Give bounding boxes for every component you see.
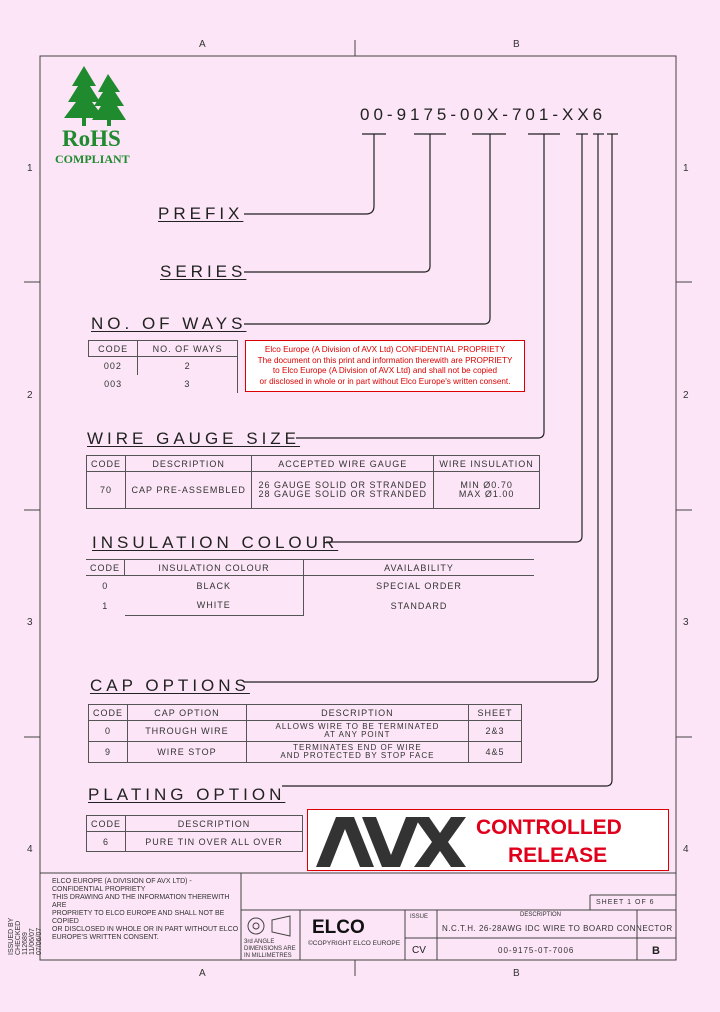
zone-left-1: 1 (27, 163, 33, 174)
confidential-line: The document on this print and information therewith are PROPRIETY (257, 355, 513, 365)
controlled-release-stamp (307, 809, 669, 871)
confidential-line: or disclosed in whole or in part without Elco Europe's written consent. (259, 376, 511, 386)
colour-cell: 0 (102, 580, 109, 591)
cap-cell-code: 9 (89, 742, 128, 763)
gauge-cell-insulation: MAX Ø1.00 (458, 489, 515, 499)
gauge-header-accepted: ACCEPTED WIRE GAUGE (252, 456, 434, 472)
sheet-number: SHEET 1 OF 6 (596, 899, 655, 906)
prefix-label: PREFIX (158, 204, 244, 223)
cap-header-description: DESCRIPTION (246, 705, 468, 721)
colour-cell: BLACK (125, 576, 304, 596)
cap-cell-description: TERMINATES END OF WIRE (293, 743, 422, 752)
issue-label: ISSUE (410, 914, 429, 920)
colour-cell: 1 (102, 600, 109, 611)
side-label: CHECKED (15, 920, 22, 955)
cap-cell-code: 0 (89, 721, 128, 742)
gauge-header-insulation: WIRE INSULATION (434, 456, 540, 472)
ways-cell: 002 (89, 357, 138, 375)
confidential-notice (245, 340, 525, 392)
zone-bottom-b: B (513, 968, 520, 979)
cap-cell-sheet: 4&5 (469, 742, 522, 763)
ways-header-code: CODE (89, 341, 138, 357)
drawing-title: N.C.T.H. 26-28AWG IDC WIRE TO BOARD CONNECTOR (442, 924, 673, 933)
zone-bottom-a: A (199, 968, 206, 979)
copyright-label: ©COPYRIGHT ELCO EUROPE (308, 940, 401, 947)
zone-right-4: 4 (683, 844, 689, 855)
cap-title: CAP OPTIONS (90, 676, 250, 695)
titleblock-note: OR DISCLOSED IN WHOLE OR IN PART WITHOUT ELCO (52, 926, 239, 933)
zone-left-3: 3 (27, 617, 33, 628)
ways-cell: 2 (138, 357, 238, 375)
gauge-table (86, 455, 540, 509)
zone-right-1: 1 (683, 163, 689, 174)
third-angle-projection-icon (246, 915, 296, 937)
colour-cell: SPECIAL ORDER (376, 580, 462, 591)
cap-cell-sheet: 2&3 (469, 721, 522, 742)
release-text: RELEASE (508, 844, 608, 867)
controlled-text: CONTROLLED (476, 816, 622, 839)
avx-logo (316, 815, 466, 867)
series-label: SERIES (160, 262, 247, 281)
gauge-header-code: CODE (87, 456, 126, 472)
zone-right-3: 3 (683, 617, 689, 628)
gauge-cell-description: CAP PRE-ASSEMBLED (126, 472, 252, 509)
titleblock-note: THIS DRAWING AND THE INFORMATION THEREWITH ARE (52, 894, 230, 909)
titleblock-side (8, 875, 43, 955)
colour-cell: WHITE (125, 596, 304, 616)
avx-brand-text: AVX (316, 815, 318, 816)
side-label: 07/06/07 (36, 927, 43, 955)
colour-header-code: CODE (86, 560, 125, 576)
colour-header-availability: AVAILABILITY (304, 560, 534, 576)
cap-cell-description: AND PROTECTED BY STOP FACE (280, 751, 435, 760)
zone-right-2: 2 (683, 390, 689, 401)
zone-top-b: B (513, 39, 520, 50)
gauge-title: WIRE GAUGE SIZE (87, 429, 301, 448)
elco-logo: ELCO (312, 917, 365, 938)
gauge-header-description: DESCRIPTION (126, 456, 252, 472)
revision-label: B (652, 945, 660, 957)
side-label: 112689 (22, 932, 29, 955)
rohs-title: RoHS (62, 126, 121, 151)
gauge-cell-code: 70 (87, 472, 126, 509)
cap-table (88, 704, 522, 763)
titleblock-note: ELCO EUROPE (A DIVISION OF AVX LTD) - CONFIDENTIAL PROPRIETY (52, 878, 192, 893)
cap-header-sheet: SHEET (469, 705, 522, 721)
ways-header-ways: NO. OF WAYS (138, 341, 238, 357)
titleblock-notes (52, 878, 242, 942)
drawing-number: 00-9175-0T-7006 (498, 946, 575, 955)
rohs-subtitle: COMPLIANT (55, 152, 130, 166)
title-label: DESCRIPTION (520, 912, 562, 918)
cap-cell-description: ALLOWS WIRE TO BE TERMINATED (275, 722, 440, 731)
ways-cell: 3 (138, 375, 238, 393)
cap-header-option: CAP OPTION (128, 705, 247, 721)
plating-cell-code: 6 (87, 832, 126, 852)
gauge-cell-insulation: MIN Ø0.70 (460, 480, 513, 490)
ways-cell: 003 (104, 378, 123, 389)
plating-header-description: DESCRIPTION (126, 816, 303, 832)
projection-label: 3rd ANGLE (244, 939, 275, 945)
plating-table (86, 815, 303, 852)
plating-header-code: CODE (87, 816, 126, 832)
zone-top-a: A (199, 39, 206, 50)
side-label: ISSUED BY (8, 917, 15, 955)
plating-cell-description: PURE TIN OVER ALL OVER (126, 832, 303, 852)
gauge-cell-accepted: 26 GAUGE SOLID OR STRANDED (258, 480, 428, 490)
colour-table (86, 559, 534, 616)
gauge-cell-accepted: 28 GAUGE SOLID OR STRANDED (258, 489, 428, 499)
part-number: 00-9175-00X-701-XX6 (360, 105, 607, 124)
colour-header-colour: INSULATION COLOUR (125, 560, 304, 576)
cap-cell-option: THROUGH WIRE (128, 721, 247, 742)
projection-notes (244, 939, 300, 960)
units-label: DIMENSIONS ARE IN MILLIMETRES (244, 946, 296, 959)
titleblock-note: PROPRIETY TO ELCO EUROPE AND SHALL NOT BE COPIED (52, 910, 225, 925)
cap-cell-option: WIRE STOP (128, 742, 247, 763)
side-label: 11/06/07 (29, 928, 36, 955)
zone-left-2: 2 (27, 390, 33, 401)
zone-left-4: 4 (27, 844, 33, 855)
confidential-line: Elco Europe (A Division of AVX Ltd) CONFIDENTIAL PROPRIETY (264, 345, 506, 354)
ways-table (88, 340, 238, 393)
cap-cell-description: AT ANY POINT (324, 730, 391, 739)
colour-title: INSULATION COLOUR (92, 533, 339, 552)
rohs-tree-icon (62, 64, 132, 128)
titleblock-note: EUROPE'S WRITTEN CONSENT. (52, 934, 159, 941)
ways-title: NO. OF WAYS (91, 314, 247, 333)
colour-cell: STANDARD (390, 600, 448, 611)
cv-label: CV (412, 945, 426, 956)
plating-title: PLATING OPTION (88, 785, 286, 804)
confidential-line: to Elco Europe (A Division of AVX Ltd) and shall not be copied (272, 366, 498, 375)
cap-header-code: CODE (89, 705, 128, 721)
